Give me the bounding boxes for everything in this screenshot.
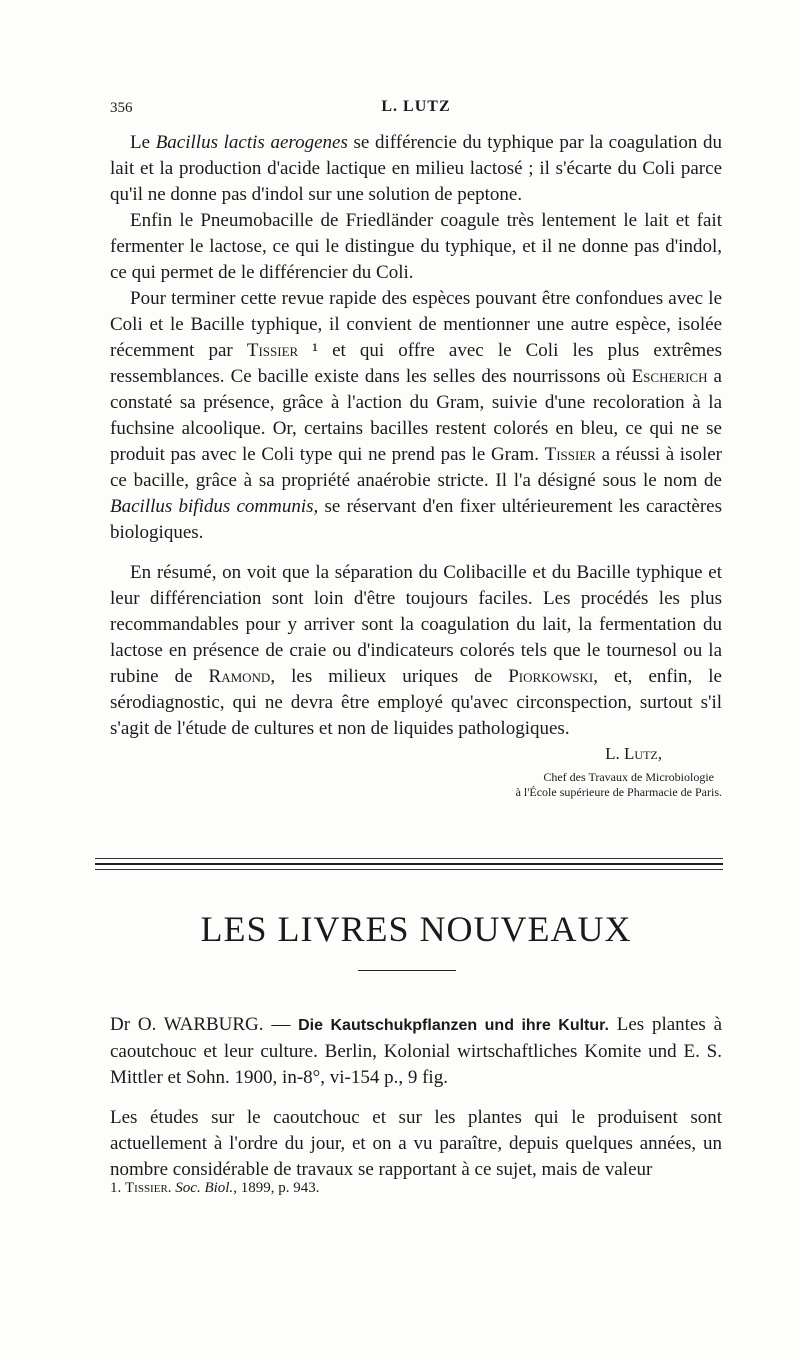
review-text: Les études sur le caoutchouc et sur les plantes qui le produisent sont actuellement à l'ordre du jour, et on a vu paraître, depuis quelques années, un nombre considérable de travaux se rapportant à ce sujet, mais de valeur: [110, 1107, 722, 1180]
section-divider: [95, 858, 723, 859]
running-head: L. LUTZ: [381, 98, 451, 115]
section-title: LES LIVRES NOUVEAUX: [200, 909, 632, 949]
signature-name: L. Lutz,: [605, 744, 662, 763]
section-divider: [95, 869, 723, 870]
paragraph-2: Enfin le Pneumobacille de Friedländer coagule très lentement le lait et fait fermenter le lactose, ce qui le distingue du typhique, et il ne donne pas d'indol, ce qui permet de le différencier du Coli.: [110, 210, 722, 283]
paragraph-4: En résumé, on voit que la séparation du Colibacille et du Bacille typhique et leur différenciation sont loin d'être toujours faciles. Les procédés les plus recommandables pour y arriver sont la coagulation du lait, la fermentation du lactose en présence de craie ou d'indicateurs colorés tels que le tournesol ou la rubine de Ramond, les milieux uriques de Piorkowski, et, enfin, le sérodiagnostic, qui ne devra être employé qu'avec circonspection, surtout s'il s'agit de l'étude de cultures et non de liquides pathologiques.: [110, 562, 722, 739]
title-underline: [358, 970, 456, 971]
section-divider: [95, 863, 723, 865]
paragraph-1: Le Bacillus lactis aerogenes se différencie du typhique par la coagulation du lait et la production d'acide lactique en milieu lactosé ; il s'écarte du Coli parce qu'il ne donne pas d'indol sur une solution de peptone.: [110, 132, 722, 205]
book-entry: Dr O. WARBURG. — Die Kautschukpflanzen und ihre Kultur. Les plantes à caoutchouc et leur culture. Berlin, Kolonial wirtschaftliches Komite und E. S. Mittler et Sohn. 1900, in-8°, vi-154 p., 9 fig.: [110, 1014, 722, 1088]
page-body: [110, 96, 722, 800]
page-header: [110, 96, 722, 130]
page-number: 356: [110, 100, 133, 116]
book-review: [110, 1012, 722, 1183]
footnote: 1. Tissier. Soc. Biol., 1899, p. 943.: [110, 1180, 320, 1196]
paragraph-3: Pour terminer cette revue rapide des espèces pouvant être confondues avec le Coli et le Bacille typhique, il convient de mentionner une autre espèce, isolée récemment par Tissier ¹ et qui offre avec le Coli les plus extrêmes ressemblances. Ce bacille existe dans les selles des nourrissons où Escherich a constaté sa présence, grâce à l'action du Gram, suivie d'une recoloration à la fuchsine alcoolique. Or, certains bacilles restent colorés en bleu, ce qui ne se produit pas avec le Coli type qui ne prend pas le Gram. Tissier a réussi à isoler ce bacille, grâce à sa propriété anaérobie stricte. Il l'a désigné sous le nom de Bacillus bifidus communis, se réservant d'en fixer ultérieurement les caractères biologiques.: [110, 288, 722, 543]
signature-affiliation: Chef des Travaux de Microbiologie à l'École supérieure de Pharmacie de Paris.: [515, 770, 722, 799]
